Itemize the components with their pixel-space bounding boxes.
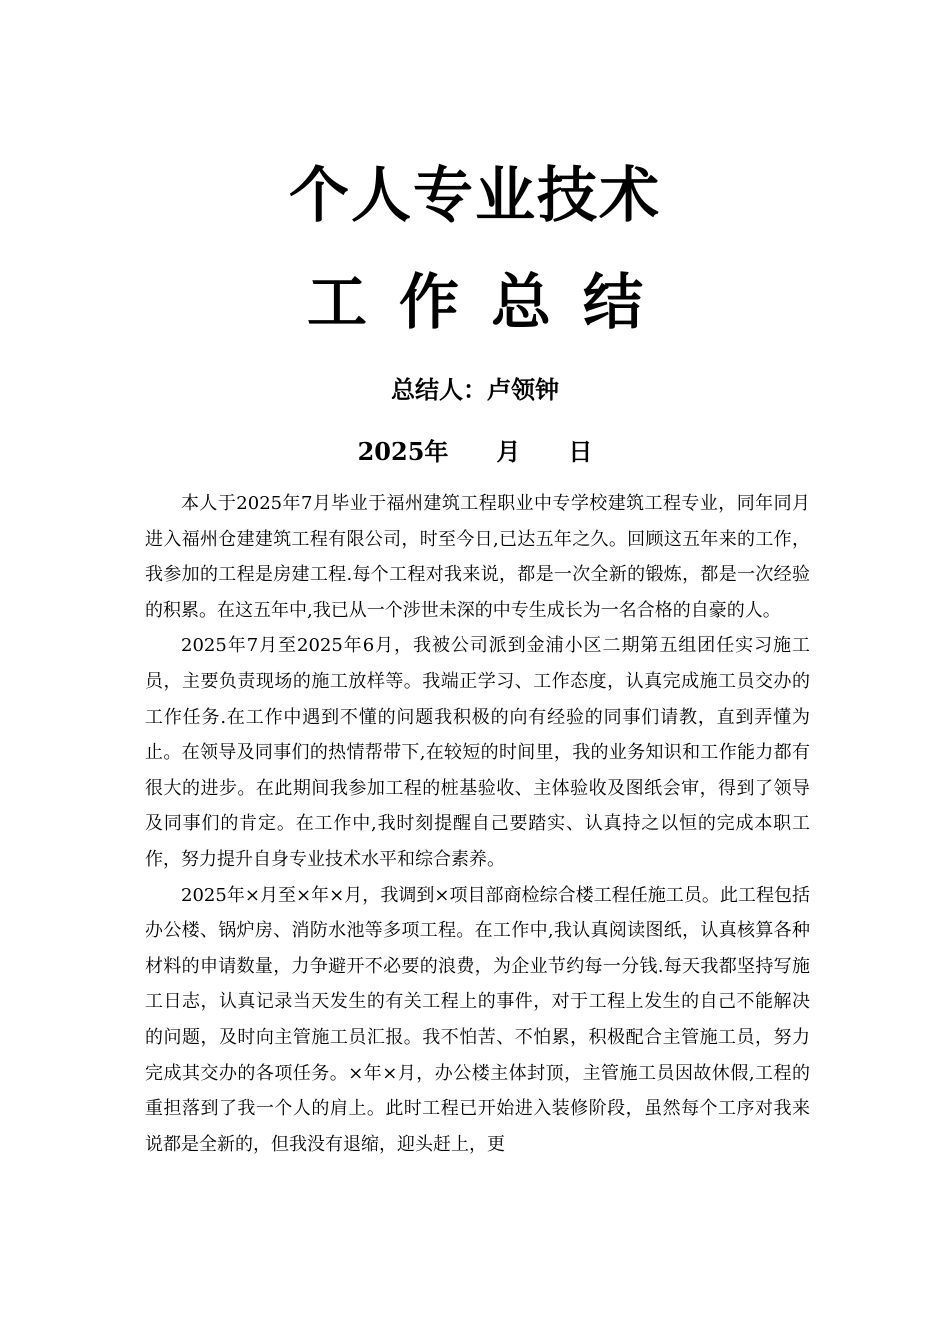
- document-title-line-1: 个人专业技术: [289, 161, 661, 231]
- document-body: [145, 486, 810, 1162]
- document-title-line-2: 工作总结: [307, 268, 675, 338]
- date-line: [0, 436, 950, 468]
- date-month: 月: [496, 437, 521, 466]
- body-paragraph: 2025年×月至×年×月，我调到×项目部商检综合楼工程任施工员。此工程包括办公楼、锅炉房、消防水池等多项工程。在工作中,我认真阅读图纸，认真核算各种材料的申请数量，力争避开不必要的浪费，为企业节约每一分钱.每天我都坚持写施工日志，认真记录当天发生的有关工程上的事件，对于工程上发生的自己不能解决的问题，及时向主管施工员汇报。我不怕苦、不怕累，积极配合主管施工员，努力完成其交办的各项任务。×年×月，办公楼主体封顶，主管施工员因故休假,工程的重担落到了我一个人的肩上。此时工程已开始进入装修阶段，虽然每个工序对我来说都是全新的，但我没有退缩，迎头赶上，更: [145, 884, 810, 1155]
- body-paragraph: 本人于2025年7月毕业于福州建筑工程职业中专学校建筑工程专业，同年同月进入福州仓建建筑工程有限公司，时至今日,已达五年之久。回顾这五年来的工作，我参加的工程是房建工程.每个工程对我来说，都是一次全新的锻炼，都是一次经验的积累。在这五年中,我已从一个涉世未深的中专生成长为一名合格的自豪的人。: [145, 493, 810, 621]
- author-line: 总结人：卢领钟: [391, 376, 559, 404]
- body-paragraph: 2025年7月至2025年6月，我被公司派到金浦小区二期第五组团任实习施工员，主要负责现场的施工放样等。我端正学习、工作态度，认真完成施工员交办的工作任务.在工作中遇到不懂的问题我积极的向有经验的同事们请教，直到弄懂为止。在领导及同事们的热情帮带下,在较短的时间里，我的业务知识和工作能力都有很大的进步。在此期间我参加工程的桩基验收、主体验收及图纸会审，得到了领导及同事们的肯定。在工作中,我时刻提醒自己要踏实、认真持之以恒的完成本职工作，努力提升自身专业技术水平和综合素养。: [145, 635, 810, 870]
- date-year: 2025年: [357, 437, 449, 466]
- date-day: 日: [568, 437, 593, 466]
